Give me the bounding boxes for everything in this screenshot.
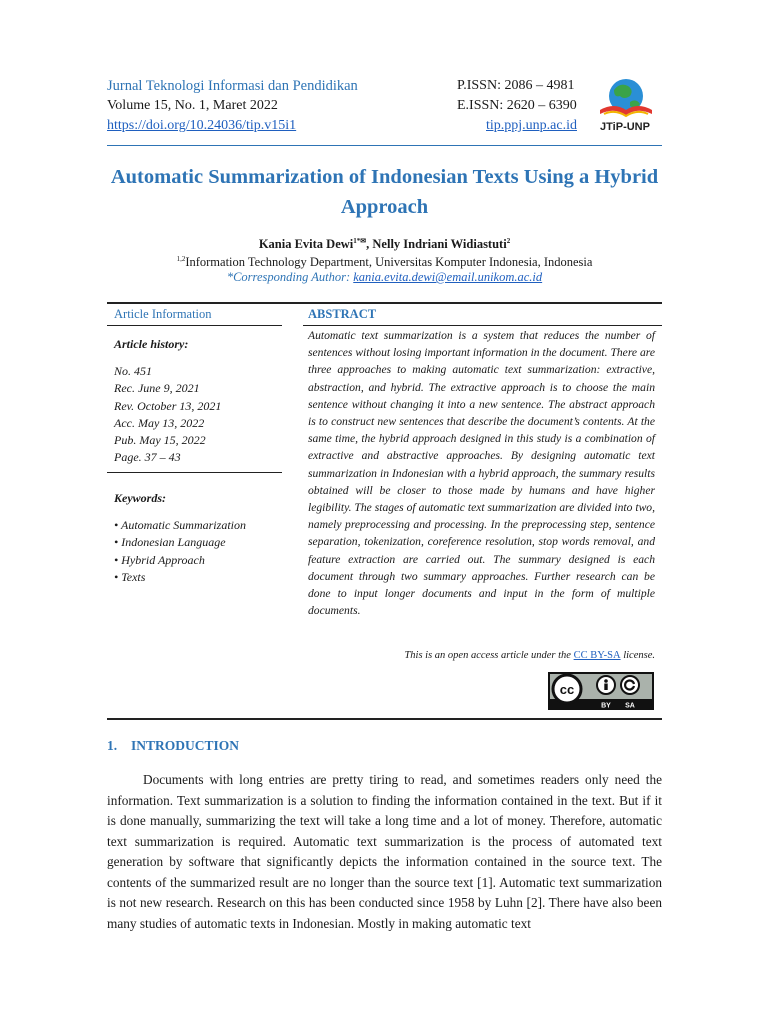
issn-info: [457, 76, 577, 136]
author-1-sup: 1*✉: [353, 237, 367, 245]
license-suffix: license.: [620, 650, 655, 661]
paper-title: Automatic Summarization of Indonesian Texts Using a Hybrid Approach: [110, 166, 659, 218]
cc-by-label: BY: [601, 702, 611, 710]
affiliation-sup: 1,2: [176, 255, 186, 263]
site-link[interactable]: tip.ppj.unp.ac.id: [486, 118, 577, 133]
author-2: Nelly Indriani Widiastuti: [372, 237, 507, 252]
section-heading: [107, 738, 239, 754]
corresponding-email-link[interactable]: kania.evita.dewi@email.unikom.ac.id: [353, 270, 543, 284]
introduction-paragraph: [107, 770, 662, 934]
keyword-item: • Automatic Summarization: [114, 518, 246, 533]
history-item: Acc. May 13, 2022: [114, 415, 205, 430]
abstract-heading: ABSTRACT: [308, 307, 377, 321]
corresponding-label: *Corresponding Author:: [226, 270, 354, 284]
svg-text:cc: cc: [559, 682, 575, 697]
journal-volume: Volume 15, No. 1, Maret 2022: [107, 98, 278, 113]
keyword-item: • Texts: [114, 569, 146, 584]
corresponding-author: [107, 269, 662, 286]
license-line: [308, 650, 655, 661]
history-heading: Article history:: [114, 337, 189, 351]
journal-logo: [590, 76, 660, 134]
logo-text: JTiP-UNP: [600, 121, 650, 133]
keyword-item: • Indonesian Language: [114, 535, 226, 550]
doi-link[interactable]: https://doi.org/10.24036/tip.v15i1: [107, 118, 297, 133]
history-item: Pub. May 15, 2022: [114, 433, 206, 448]
keywords-heading: Keywords:: [114, 491, 166, 505]
keywords: [114, 490, 246, 586]
section-title: INTRODUCTION: [131, 738, 240, 753]
cc-by-sa-link[interactable]: CC BY-SA: [573, 650, 621, 661]
history-item: Rev. October 13, 2021: [114, 398, 222, 413]
author-1: Kania Evita Dewi: [258, 237, 354, 252]
infobox-top-rule: [107, 302, 662, 304]
history-item: Page. 37 – 43: [114, 450, 181, 465]
infobox-bottom-rule: [107, 718, 662, 720]
pissn: P.ISSN: 2086 – 4981: [457, 78, 575, 93]
introduction-text: Documents with long entries are pretty tiring to read, and sometimes readers only need the information. Text summarization is a solution to finding the information contained in the text. But if it is done manually, summarizing the text will take a long time and a lot of money. Therefore, automatic text summarization is required. Automatic text summarization is the process of automated text generation by software that significantly depicts the information contained in the source text. The contents of the summarized result are no longer than the source text [1]. Automatic text summarization is not new research. Research on this has been conducted since 1958 by Luhn [2]. There have also been many studies of automatic texts in Indonesian. Mostly in making automatic text: [107, 772, 662, 931]
article-info-rule: [107, 325, 282, 326]
abstract-text: Automatic text summarization is a system that reduces the number of sentences without losing important information in the document. There are three approaches to making automatic text summarization: extractive, abstraction, and hybrid. The extractive approach is to choose the main sentence without changing it into a new sentence. The abstract approach is to construct new sentences that describe the document’s contents. At the same time, the hybrid approach designed in this study is a combination of extractive and abstractive approaches. By designing automatic text summarization in Indonesian with a hybrid approach, the summary results obtained will be closer to those made by humans and have higher legibility. The stages of automatic text summarization are divided into two, namely preprocessing and processing. In the preprocessing step, sentence separation, tokenization, coreference resolution, stop words removal, and feature extraction are carried out. The summary designed is each document through two summary approaches. Further research can be done to input longer documents and input in the form of multiple documents.: [308, 329, 655, 618]
history-item: Rec. June 9, 2021: [114, 381, 200, 396]
author-separator: ,: [366, 237, 373, 252]
keyword-item: • Hybrid Approach: [114, 552, 205, 567]
abstract-rule: [303, 325, 662, 326]
journal-name: Jurnal Teknologi Informasi dan Pendidikan: [107, 78, 358, 94]
article-history: [114, 336, 221, 466]
header-rule: [107, 145, 662, 146]
cc-by-sa-badge[interactable]: [548, 672, 654, 710]
journal-header: [107, 76, 662, 142]
eissn: E.ISSN: 2620 – 6390: [457, 98, 577, 113]
author-2-sup: 2: [506, 237, 511, 245]
license-prefix: This is an open access article under the: [404, 650, 574, 661]
article-info-heading: Article Information: [114, 307, 212, 321]
cc-sa-label: SA: [625, 702, 635, 710]
journal-info: [107, 76, 358, 136]
history-item: No. 451: [114, 364, 153, 379]
keywords-rule: [107, 472, 282, 473]
affiliation-text: Information Technology Department, Universitas Komputer Indonesia, Indonesia: [185, 255, 593, 270]
section-number: 1.: [107, 738, 118, 753]
